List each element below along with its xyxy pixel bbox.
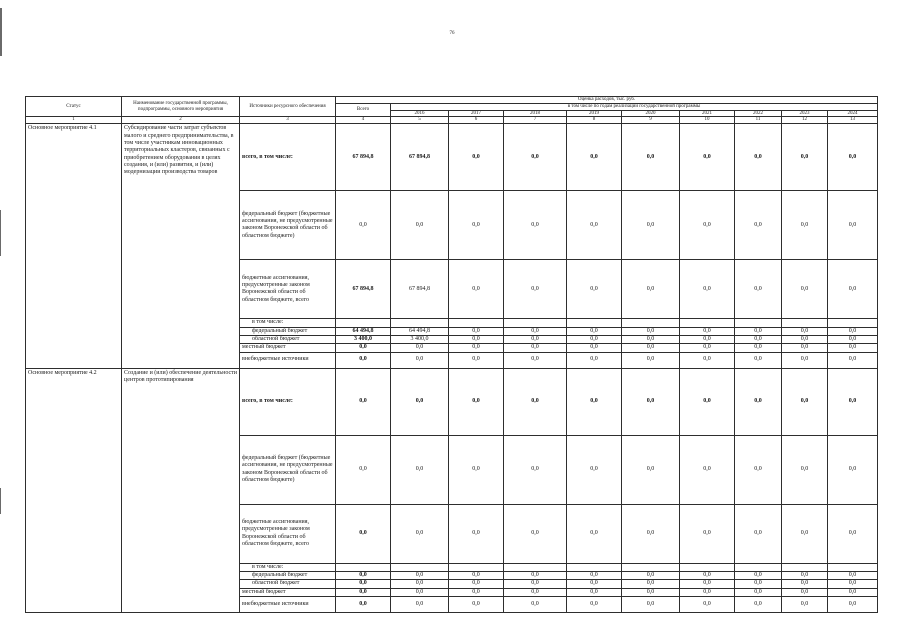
value-year: 0,0 [567, 327, 622, 335]
value-total: 67 894,8 [336, 124, 391, 191]
block-status: Основное мероприятие 4.1 [26, 124, 122, 368]
value-year: 0,0 [504, 327, 567, 335]
value-total: 64 494,8 [336, 327, 391, 335]
value-year: 0,0 [735, 124, 782, 191]
value-year: 0,0 [782, 435, 828, 504]
header-name: Наименование государственной программы, подпрограммы, основного мероприятия [122, 97, 240, 117]
value-year: 0,0 [782, 335, 828, 343]
page-number: 76 [449, 31, 455, 36]
column-number: 2 [122, 117, 240, 124]
header-total: Всего [336, 103, 391, 117]
value-year: 0,0 [449, 504, 504, 563]
value-year: 0,0 [828, 327, 878, 335]
value-year: 0,0 [735, 571, 782, 579]
value-year: 0,0 [680, 435, 735, 504]
value-year: 0,0 [449, 124, 504, 191]
value-year: 0,0 [735, 504, 782, 563]
column-number: 4 [336, 117, 391, 124]
column-number: 13 [828, 117, 878, 124]
value-year: 0,0 [782, 124, 828, 191]
source-label: в том числе: [240, 319, 336, 327]
value-year: 0,0 [622, 352, 680, 368]
column-number: 10 [680, 117, 735, 124]
scan-edge-mark [0, 210, 1, 256]
value-year [680, 563, 735, 571]
value-total: 0,0 [336, 344, 391, 352]
value-year: 0,0 [782, 352, 828, 368]
value-year: 0,0 [449, 344, 504, 352]
value-total: 0,0 [336, 352, 391, 368]
header-status: Статус [26, 97, 122, 117]
value-year [680, 319, 735, 327]
value-year: 0,0 [680, 344, 735, 352]
value-year: 0,0 [680, 588, 735, 596]
block-name: Создание и (или) обеспечение деятельности центров прототипирования [122, 368, 240, 612]
value-year: 0,0 [735, 191, 782, 260]
value-year: 0,0 [449, 191, 504, 260]
value-year: 0,0 [622, 571, 680, 579]
value-year [391, 563, 449, 571]
value-year [782, 563, 828, 571]
value-year: 0,0 [567, 191, 622, 260]
value-total [336, 563, 391, 571]
value-year: 0,0 [680, 596, 735, 612]
value-year: 0,0 [622, 435, 680, 504]
value-year: 0,0 [680, 571, 735, 579]
value-year: 0,0 [449, 596, 504, 612]
source-label: федеральный бюджет [240, 571, 336, 579]
value-total: 3 400,0 [336, 335, 391, 343]
value-year: 0,0 [735, 352, 782, 368]
value-year: 0,0 [622, 596, 680, 612]
value-year: 0,0 [567, 580, 622, 588]
source-label: федеральный бюджет (бюджетные ассигнования, не предусмотренные законом Воронежской области об областном бюджете) [240, 435, 336, 504]
column-number: 6 [449, 117, 504, 124]
column-number-row [26, 117, 878, 124]
column-number: 7 [504, 117, 567, 124]
value-year: 0,0 [504, 580, 567, 588]
value-year: 0,0 [449, 335, 504, 343]
source-label: областной бюджет [240, 335, 336, 343]
value-year: 0,0 [828, 580, 878, 588]
value-year: 0,0 [828, 344, 878, 352]
source-label: внебюджетные источники [240, 352, 336, 368]
header-estimate: Оценка расходов, тыс. руб. [336, 97, 878, 104]
value-year [391, 319, 449, 327]
value-year: 0,0 [504, 596, 567, 612]
header-source: Источники ресурсного обеспечения [240, 97, 336, 117]
value-year [622, 319, 680, 327]
value-year: 0,0 [449, 352, 504, 368]
value-year: 0,0 [504, 191, 567, 260]
value-year: 67 894,8 [391, 124, 449, 191]
value-year: 0,0 [391, 352, 449, 368]
value-year [504, 563, 567, 571]
value-year: 0,0 [391, 596, 449, 612]
value-year [735, 563, 782, 571]
value-year: 0,0 [567, 435, 622, 504]
value-year: 0,0 [680, 191, 735, 260]
value-year: 0,0 [449, 327, 504, 335]
value-year: 0,0 [828, 124, 878, 191]
value-year: 0,0 [828, 504, 878, 563]
value-total: 0,0 [336, 580, 391, 588]
value-year: 0,0 [735, 260, 782, 319]
value-year: 0,0 [782, 260, 828, 319]
value-year: 0,0 [680, 335, 735, 343]
value-year: 0,0 [782, 368, 828, 435]
value-year: 0,0 [828, 352, 878, 368]
value-year [622, 563, 680, 571]
source-label: областной бюджет [240, 580, 336, 588]
value-year: 0,0 [391, 504, 449, 563]
source-label: всего, в том числе: [240, 368, 336, 435]
value-year: 0,0 [828, 435, 878, 504]
value-year: 0,0 [504, 335, 567, 343]
value-year: 0,0 [622, 124, 680, 191]
value-year: 0,0 [504, 260, 567, 319]
value-year: 0,0 [735, 588, 782, 596]
header-year: 2020 [622, 110, 680, 117]
value-year: 0,0 [391, 580, 449, 588]
value-year: 0,0 [735, 327, 782, 335]
header-by-years: в том числе по годам реализации государственной программы [391, 103, 878, 110]
value-year: 0,0 [622, 368, 680, 435]
value-year: 0,0 [735, 435, 782, 504]
source-label: местный бюджет [240, 588, 336, 596]
scan-edge-mark [0, 8, 2, 56]
value-year: 0,0 [391, 571, 449, 579]
column-number: 1 [26, 117, 122, 124]
value-year: 0,0 [567, 504, 622, 563]
value-year: 0,0 [567, 571, 622, 579]
value-year: 0,0 [449, 580, 504, 588]
value-year [567, 563, 622, 571]
value-year [782, 319, 828, 327]
header-row [26, 97, 878, 104]
value-year: 0,0 [622, 504, 680, 563]
value-year: 0,0 [504, 344, 567, 352]
value-year: 0,0 [504, 588, 567, 596]
value-year: 0,0 [828, 596, 878, 612]
value-total: 0,0 [336, 588, 391, 596]
value-year: 0,0 [391, 368, 449, 435]
value-year [449, 319, 504, 327]
value-year: 0,0 [828, 191, 878, 260]
value-year: 0,0 [504, 352, 567, 368]
value-year: 0,0 [828, 368, 878, 435]
value-year: 0,0 [782, 191, 828, 260]
source-label: федеральный бюджет [240, 327, 336, 335]
value-year [828, 319, 878, 327]
value-year: 0,0 [680, 352, 735, 368]
value-year: 0,0 [504, 504, 567, 563]
value-year: 0,0 [567, 596, 622, 612]
source-label: местный бюджет [240, 344, 336, 352]
value-year: 0,0 [680, 504, 735, 563]
value-year: 0,0 [735, 335, 782, 343]
value-total [336, 319, 391, 327]
value-year: 0,0 [782, 596, 828, 612]
value-year: 3 400,0 [391, 335, 449, 343]
value-year: 0,0 [680, 260, 735, 319]
value-year: 0,0 [828, 335, 878, 343]
value-year: 0,0 [828, 588, 878, 596]
value-year: 0,0 [567, 368, 622, 435]
header-year: 2021 [680, 110, 735, 117]
value-year: 0,0 [735, 580, 782, 588]
value-year [504, 319, 567, 327]
value-total: 0,0 [336, 435, 391, 504]
column-number: 3 [240, 117, 336, 124]
value-year: 0,0 [567, 588, 622, 596]
source-label: внебюджетные источники [240, 596, 336, 612]
header-year: 2017 [449, 110, 504, 117]
value-year: 0,0 [828, 260, 878, 319]
value-year: 0,0 [622, 588, 680, 596]
header-year: 2023 [782, 110, 828, 117]
value-total: 0,0 [336, 571, 391, 579]
value-year: 0,0 [567, 352, 622, 368]
value-year: 0,0 [567, 335, 622, 343]
column-number: 11 [735, 117, 782, 124]
value-year: 67 894,8 [391, 260, 449, 319]
value-year: 0,0 [622, 260, 680, 319]
value-year: 0,0 [391, 435, 449, 504]
value-year: 0,0 [391, 191, 449, 260]
scan-edge-mark [0, 488, 1, 514]
value-year: 64 494,8 [391, 327, 449, 335]
value-year: 0,0 [735, 344, 782, 352]
source-label: бюджетные ассигнования, предусмотренные законом Воронежской области об областном бюджете, всего [240, 260, 336, 319]
value-year: 0,0 [391, 344, 449, 352]
header-year: 2019 [567, 110, 622, 117]
value-year: 0,0 [680, 580, 735, 588]
value-year: 0,0 [622, 580, 680, 588]
value-year [567, 319, 622, 327]
value-year: 0,0 [622, 344, 680, 352]
column-number: 5 [391, 117, 449, 124]
value-year: 0,0 [680, 327, 735, 335]
column-number: 9 [622, 117, 680, 124]
value-year: 0,0 [622, 191, 680, 260]
column-number: 8 [567, 117, 622, 124]
value-year: 0,0 [449, 571, 504, 579]
value-total: 67 894,8 [336, 260, 391, 319]
value-year [828, 563, 878, 571]
value-year: 0,0 [782, 580, 828, 588]
block-name: Субсидирование части затрат субъектов малого и среднего предпринимательства, в том числе участникам инновационных территориальных кластеров, связанных с приобретением оборудования в целях создания, и (или) развития, и (или) модернизации производства товаров [122, 124, 240, 368]
expenditure-table [25, 96, 878, 613]
value-total: 0,0 [336, 596, 391, 612]
source-label: всего, в том числе: [240, 124, 336, 191]
value-year: 0,0 [782, 571, 828, 579]
value-year: 0,0 [449, 435, 504, 504]
value-year: 0,0 [622, 327, 680, 335]
value-year: 0,0 [828, 571, 878, 579]
value-year: 0,0 [782, 588, 828, 596]
value-year: 0,0 [567, 260, 622, 319]
header-year: 2024 [828, 110, 878, 117]
value-year [449, 563, 504, 571]
value-year: 0,0 [680, 124, 735, 191]
value-year: 0,0 [449, 260, 504, 319]
table-row [26, 368, 878, 435]
value-year: 0,0 [504, 435, 567, 504]
value-year: 0,0 [504, 124, 567, 191]
value-year: 0,0 [782, 344, 828, 352]
source-label: федеральный бюджет (бюджетные ассигнования, не предусмотренные законом Воронежской области об областном бюджете) [240, 191, 336, 260]
value-year: 0,0 [449, 588, 504, 596]
value-year [735, 319, 782, 327]
column-number: 12 [782, 117, 828, 124]
value-total: 0,0 [336, 191, 391, 260]
table-row [26, 124, 878, 191]
value-year: 0,0 [782, 504, 828, 563]
value-year: 0,0 [504, 368, 567, 435]
value-year: 0,0 [622, 335, 680, 343]
value-year: 0,0 [567, 124, 622, 191]
value-year: 0,0 [449, 368, 504, 435]
source-label: в том числе: [240, 563, 336, 571]
header-year: 2018 [504, 110, 567, 117]
header-year: 2022 [735, 110, 782, 117]
value-year: 0,0 [567, 344, 622, 352]
value-total: 0,0 [336, 504, 391, 563]
value-year: 0,0 [735, 596, 782, 612]
value-total: 0,0 [336, 368, 391, 435]
value-year: 0,0 [680, 368, 735, 435]
value-year: 0,0 [504, 571, 567, 579]
value-year: 0,0 [391, 588, 449, 596]
source-label: бюджетные ассигнования, предусмотренные законом Воронежской области об областном бюджете, всего [240, 504, 336, 563]
value-year: 0,0 [735, 368, 782, 435]
block-status: Основное мероприятие 4.2 [26, 368, 122, 612]
header-year: 2016 [391, 110, 449, 117]
value-year: 0,0 [782, 327, 828, 335]
